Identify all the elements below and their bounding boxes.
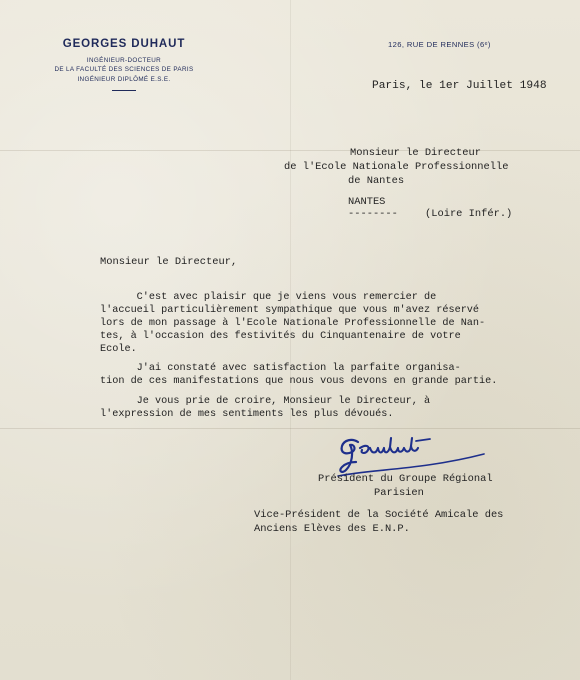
recipient-dashes: -------- bbox=[348, 208, 398, 220]
salutation: Monsieur le Directeur, bbox=[100, 256, 238, 268]
closing-title-3: Vice-Président de la Société Amicale des bbox=[254, 509, 504, 521]
closing-title-4: Anciens Elèves des E.N.P. bbox=[254, 523, 410, 535]
letterhead-name: GEORGES DUHAUT bbox=[62, 38, 186, 50]
body-line: Ecole. bbox=[100, 344, 137, 355]
recipient-line-1: Monsieur le Directeur bbox=[350, 147, 481, 159]
body-line: lors de mon passage à l'Ecole Nationale Professionnelle de Nan- bbox=[100, 318, 486, 329]
letterhead bbox=[36, 38, 212, 91]
letterhead-title: INGÉNIEUR-DOCTEUR bbox=[86, 57, 162, 64]
body-line: l'expression de mes sentiments les plus dévoués. bbox=[100, 409, 394, 420]
recipient-region: (Loire Infér.) bbox=[425, 208, 513, 220]
closing-title-2: Parisien bbox=[374, 487, 424, 499]
body-line: Je vous prie de croire, Monsieur le Directeur, à bbox=[100, 396, 431, 407]
body-line: J'ai constaté avec satisfaction la parfaite organisa- bbox=[100, 363, 461, 374]
letter-date: Paris, le 1er Juillet 1948 bbox=[372, 80, 547, 92]
body-line: tes, à l'occasion des festivités du Cinquantenaire de votre bbox=[100, 331, 461, 342]
letterhead-faculty: DE LA FACULTÉ DES SCIENCES DE PARIS bbox=[54, 66, 194, 74]
body-line: C'est avec plaisir que je viens vous remercier de bbox=[100, 292, 437, 303]
body-line: l'accueil particulièrement sympathique que vous m'avez réservé bbox=[100, 305, 480, 316]
recipient-line-2: de l'Ecole Nationale Professionnelle bbox=[284, 161, 509, 173]
letterhead-diploma: INGÉNIEUR DIPLÔMÉ E.S.E. bbox=[77, 75, 171, 83]
body-line: tion de ces manifestations que nous vous devons en grande partie. bbox=[100, 376, 498, 387]
letterhead-address: 126, RUE DE RENNES (6ᵉ) bbox=[388, 40, 491, 49]
letterhead-rule bbox=[112, 90, 136, 91]
closing-title-1: Président du Groupe Régional bbox=[318, 473, 493, 485]
recipient-city: NANTES bbox=[348, 196, 386, 208]
recipient-line-3: de Nantes bbox=[348, 175, 405, 187]
